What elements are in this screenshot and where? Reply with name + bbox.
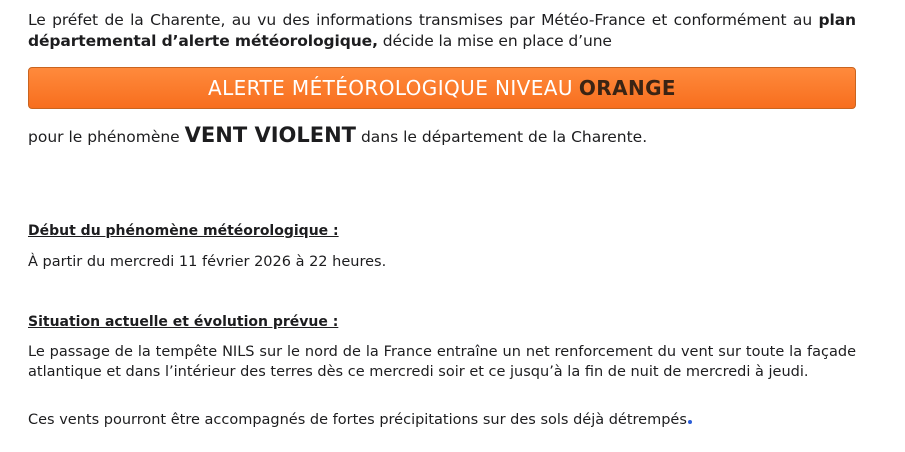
intro-paragraph — [28, 10, 856, 52]
banner-level: ORANGE — [578, 76, 676, 100]
phenomenon-name: VENT VIOLENT — [184, 123, 357, 147]
start-section-title: Début du phénomène météorologique : — [28, 223, 339, 239]
intro-text-before: Le préfet de la Charente, au vu des informations transmises par Météo-France et conformément au — [28, 11, 819, 29]
phenomenon-line — [28, 123, 856, 149]
alert-document — [28, 10, 856, 428]
period-dot-icon — [688, 420, 692, 424]
situation-paragraph-2 — [28, 410, 856, 430]
situation-paragraph-2-text: Ces vents pourront être accompagnés de fortes précipitations sur des sols déjà détrempés — [28, 412, 687, 428]
intro-text-after: décide la mise en place d’une — [377, 32, 612, 50]
banner-label: ALERTE MÉTÉOROLOGIQUE NIVEAU — [208, 76, 573, 100]
orange-alert-banner — [28, 67, 856, 109]
situation-section-title: Situation actuelle et évolution prévue : — [28, 314, 339, 330]
start-section-text: À partir du mercredi 11 février 2026 à 22 heures. — [28, 254, 387, 270]
phenomenon-before: pour le phénomène — [28, 128, 185, 146]
intro-plan-bold: plan départemental d’alerte météorologique, — [28, 11, 856, 50]
situation-paragraph-1: Le passage de la tempête NILS sur le nord de la France entraîne un net renforcement du vent sur toute la façade atlantique et dans l’intérieur des terres dès ce mercredi soir et ce jusqu’à la fin de nuit de mercredi à jeudi. — [28, 344, 856, 380]
phenomenon-after: dans le département de la Charente. — [356, 128, 648, 146]
